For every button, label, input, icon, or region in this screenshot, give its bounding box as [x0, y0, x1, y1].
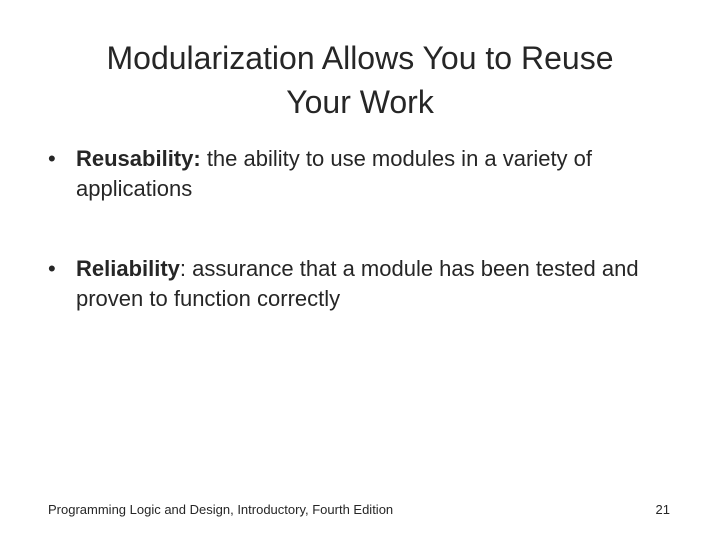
bullet-text-reliability: : assurance that a module has been tested and proven to function correctly	[76, 256, 639, 311]
slide-title-line-2: Your Work	[286, 84, 434, 120]
bullet-term-reliability: Reliability	[76, 256, 180, 281]
bullet-marker: •	[48, 146, 56, 171]
bullet-reliability	[48, 254, 688, 314]
slide-title	[40, 36, 680, 124]
bullet-text-reusability: the ability to use modules in a variety of applications	[76, 146, 593, 201]
bullet-list	[48, 144, 688, 314]
slide-title-line-1: Modularization Allows You to Reuse	[106, 40, 614, 76]
footer-book-title: Programming Logic and Design, Introductory, Fourth Edition	[48, 502, 394, 517]
bullet-term-reusability: Reusability:	[76, 146, 201, 171]
bullet-reusability	[48, 144, 688, 204]
page-number: 21	[655, 502, 670, 517]
bullet-marker: •	[48, 256, 56, 281]
